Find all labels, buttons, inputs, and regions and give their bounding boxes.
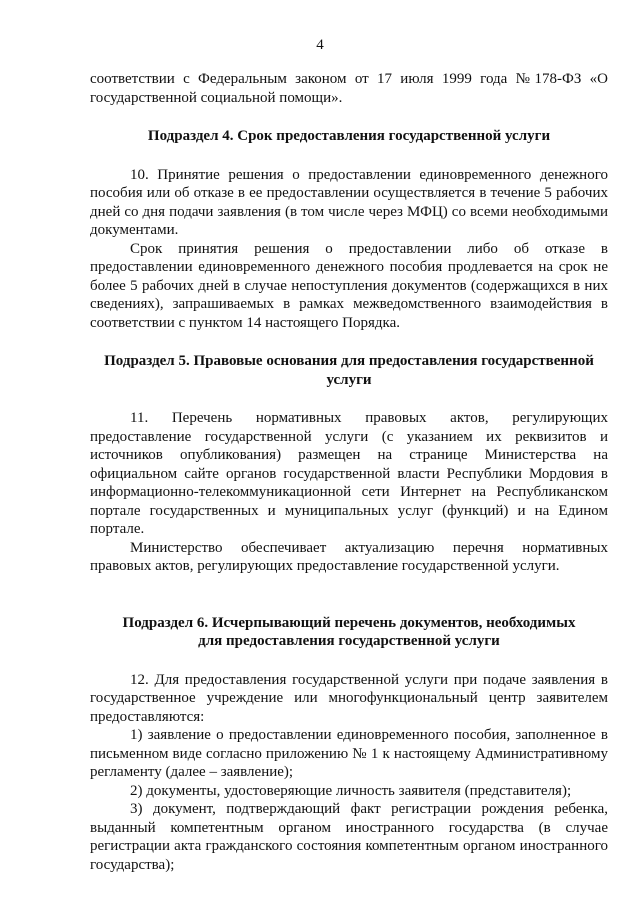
section-6-item-2: 2) документы, удостоверяющие личность заявителя (представителя); [130, 782, 572, 799]
section-5-paragraph-2: Министерство обеспечивает актуализацию перечня нормативных правовых актов, регулирующих предоставление государственной услуги. [90, 539, 608, 574]
document-body [90, 70, 608, 874]
section-6-item-3: 3) документ, подтверждающий факт регистрации рождения ребенка, выданный компетентным органом иностранного государства (в случае регистрации акта гражданского состояния компетентным органом иностранного государства); [90, 801, 608, 873]
section-4-heading: Подраздел 4. Срок предоставления государственной услуги [147, 128, 551, 144]
section-4-paragraph-1: 10. Принятие решения о предоставлении единовременного денежного пособия или об отказе в ее предоставлении осуществляется в течение 5 рабочих дней со дня подачи заявления (в том числе через МФЦ) со всеми необходимыми документами. [90, 166, 608, 238]
section-5-heading [90, 352, 608, 389]
section-6-paragraph-1: 12. Для предоставления государственной услуги при подаче заявления в государственное учреждение или многофункциональный центр заявителем предоставляются: [90, 671, 608, 725]
page-number: 4 [316, 37, 324, 53]
section-5-paragraph-1: 11. Перечень нормативных правовых актов, регулирующих предоставление государственной услуги (с указанием их реквизитов и источников опубликования) размещен на странице Министерства на официальном сайте органов государственной власти Республики Мордовия в информационно-телекоммуникационной сети Интернет на Республиканском портале государственных и муниципальных услуг (функций) и на Едином портале. [90, 410, 608, 537]
section-5-heading-line-2: услуги [326, 371, 372, 388]
section-4-paragraph-2: Срок принятия решения о предоставлении либо об отказе в предоставлении единовременного денежного пособия продлевается на срок не более 5 рабочих дней в случае непоступления документов (содержащихся в них сведениях), запрашиваемых в рамках межведомственного взаимодействия в соответствии с пунктом 14 настоящего Порядка. [90, 240, 608, 331]
section-5-heading-line-1: Подраздел 5. Правовые основания для предоставления государственной [104, 353, 594, 369]
section-6-heading-line-2: для предоставления государственной услуги [198, 633, 500, 649]
section-6-item-1: 1) заявление о предоставлении единовременного пособия, заполненное в письменном виде согласно приложению № 1 к настоящему Административному регламенту (далее – заявление); [90, 727, 608, 780]
section-6-heading [90, 614, 608, 651]
intro-paragraph: соответствии с Федеральным законом от 17 июля 1999 года №178-ФЗ «О государственной социальной помощи». [90, 71, 608, 106]
section-6-heading-line-1: Подраздел 6. Исчерпывающий перечень документов, необходимых [122, 614, 576, 631]
